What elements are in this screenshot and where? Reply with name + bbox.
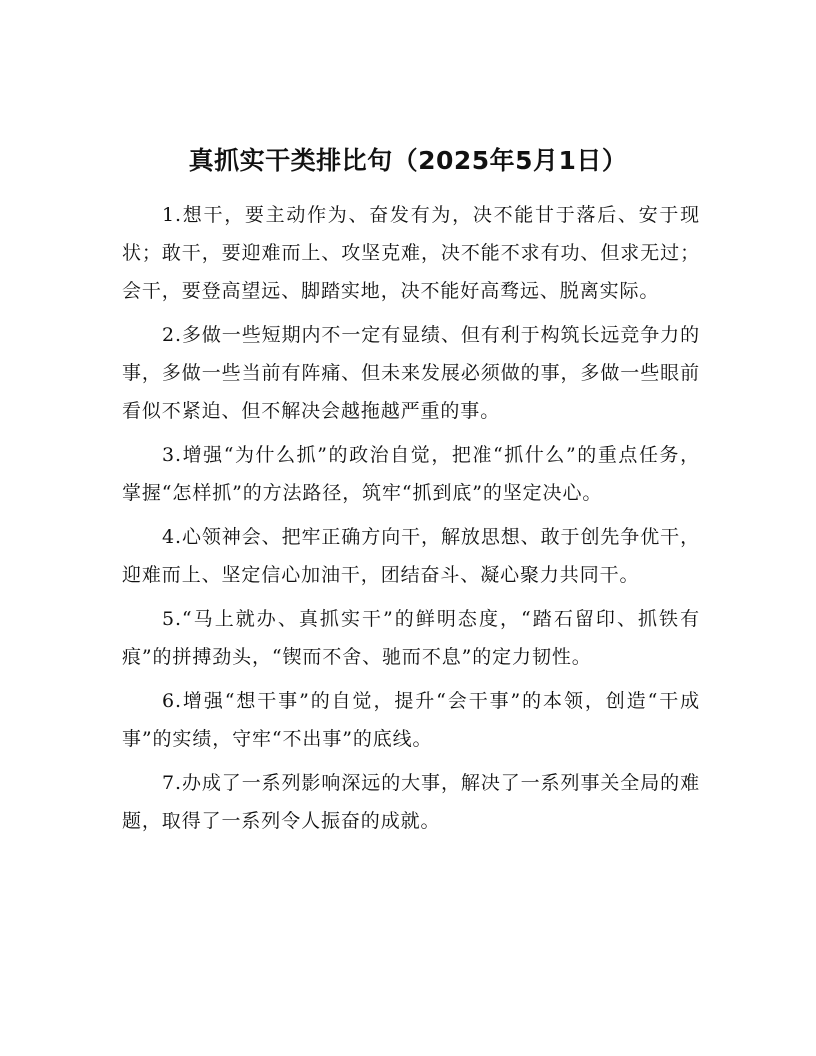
document-body [122,196,700,846]
paragraph-3: 3.增强“为什么抓”的政治自觉，把准“抓什么”的重点任务，掌握“怎样抓”的方法路径，筑牢“抓到底”的坚定决心。 [122,444,700,504]
paragraph-7: 7.办成了一系列影响深远的大事，解决了一系列事关全局的难题，取得了一系列令人振奋的成就。 [122,772,700,832]
paragraph-6: 6.增强“想干事”的自觉，提升“会干事”的本领，创造“干成事”的实绩，守牢“不出事”的底线。 [122,690,700,750]
paragraph-1: 1.想干，要主动作为、奋发有为，决不能甘于落后、安于现状；敢干，要迎难而上、攻坚克难，决不能不求有功、但求无过；会干，要登高望远、脚踏实地，决不能好高骛远、脱离实际。 [122,204,700,302]
paragraph-4: 4.心领神会、把牢正确方向干，解放思想、敢于创先争优干，迎难而上、坚定信心加油干，团结奋斗、凝心聚力共同干。 [122,526,700,586]
paragraph-5: 5.“马上就办、真抓实干”的鲜明态度，“踏石留印、抓铁有痕”的拼搏劲头，“锲而不舍、驰而不息”的定力韧性。 [122,608,700,668]
paragraph-2: 2.多做一些短期内不一定有显绩、但有利于构筑长远竞争力的事，多做一些当前有阵痛、但未来发展必须做的事，多做一些眼前看似不紧迫、但不解决会越拖越严重的事。 [122,324,700,422]
document-title: 真抓实干类排比句（2025年5月1日） [188,146,628,175]
